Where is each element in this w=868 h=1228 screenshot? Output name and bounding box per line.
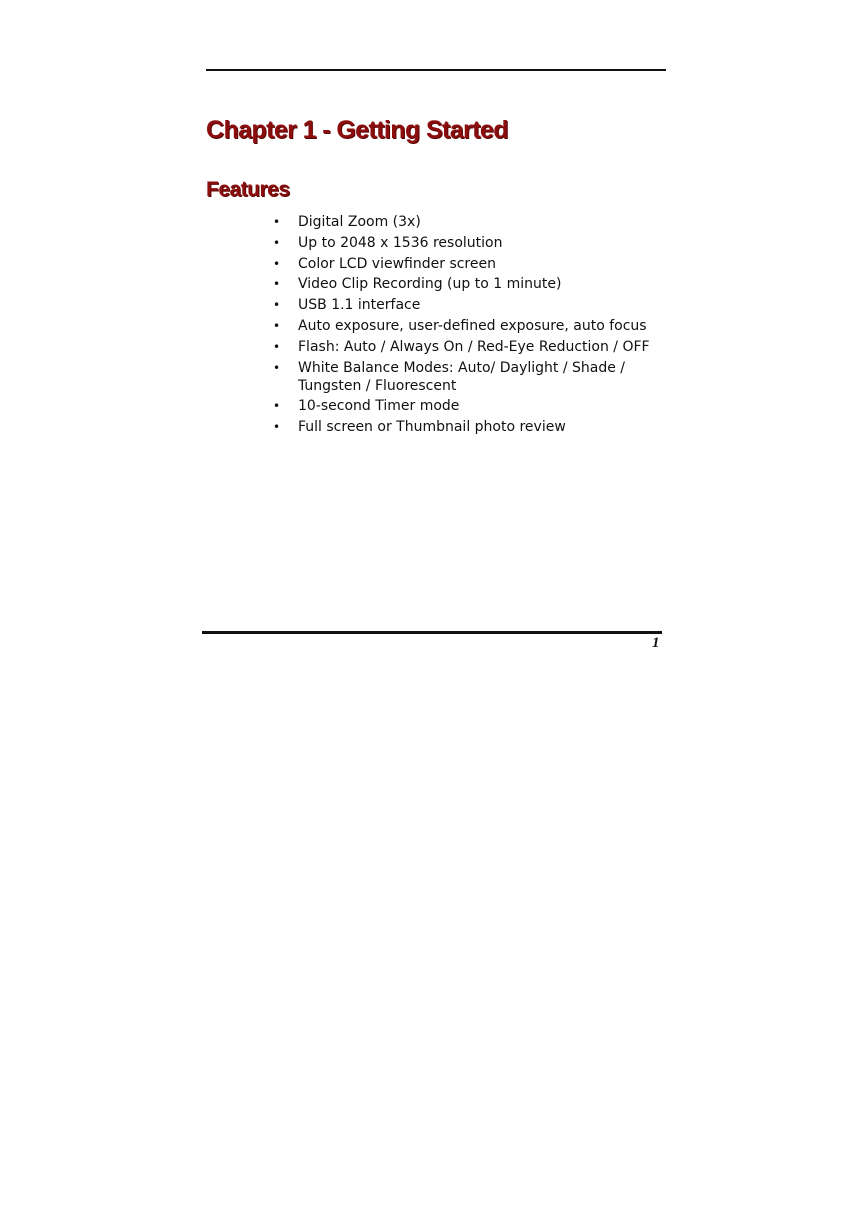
page-number: 1 [652, 635, 660, 651]
feature-text: Auto exposure, user-defined exposure, auto focus [298, 317, 647, 334]
list-item [270, 317, 670, 335]
bullet-icon: • [273, 235, 281, 250]
feature-text: Video Clip Recording (up to 1 minute) [298, 276, 562, 293]
list-item [270, 255, 670, 273]
feature-text: 10-second Timer mode [298, 398, 460, 415]
bullet-icon: • [273, 360, 281, 375]
bullet-icon: • [273, 298, 281, 313]
bullet-icon: • [273, 256, 281, 271]
list-item [270, 296, 670, 314]
bullet-icon: • [273, 420, 281, 435]
header-rule [206, 69, 666, 71]
feature-text: Up to 2048 x 1536 resolution [298, 234, 503, 251]
feature-text: Flash: Auto / Always On / Red-Eye Reduction / OFF [298, 338, 650, 355]
feature-text: Full screen or Thumbnail photo review [298, 419, 566, 436]
list-item [270, 418, 670, 436]
bullet-icon: • [273, 318, 281, 333]
feature-text: Color LCD viewfinder screen [298, 255, 496, 272]
features-list [270, 213, 670, 439]
bullet-icon: • [273, 215, 281, 229]
footer-rule [202, 631, 662, 634]
bullet-icon: • [273, 277, 281, 292]
chapter-title: Chapter 1 - Getting Started [206, 116, 508, 144]
feature-text: White Balance Modes: Auto/ Daylight / Shade / Tungsten / Fluorescent [298, 359, 626, 394]
bullet-icon: • [273, 339, 281, 354]
section-heading-features: Features [206, 178, 290, 201]
list-item [270, 275, 670, 293]
bullet-icon: • [273, 399, 281, 414]
list-item [270, 234, 670, 252]
list-item [270, 359, 670, 395]
list-item [270, 338, 670, 356]
list-item [270, 397, 670, 415]
feature-text: Digital Zoom (3x) [298, 214, 421, 230]
list-item [270, 213, 670, 231]
feature-text: USB 1.1 interface [298, 297, 421, 314]
